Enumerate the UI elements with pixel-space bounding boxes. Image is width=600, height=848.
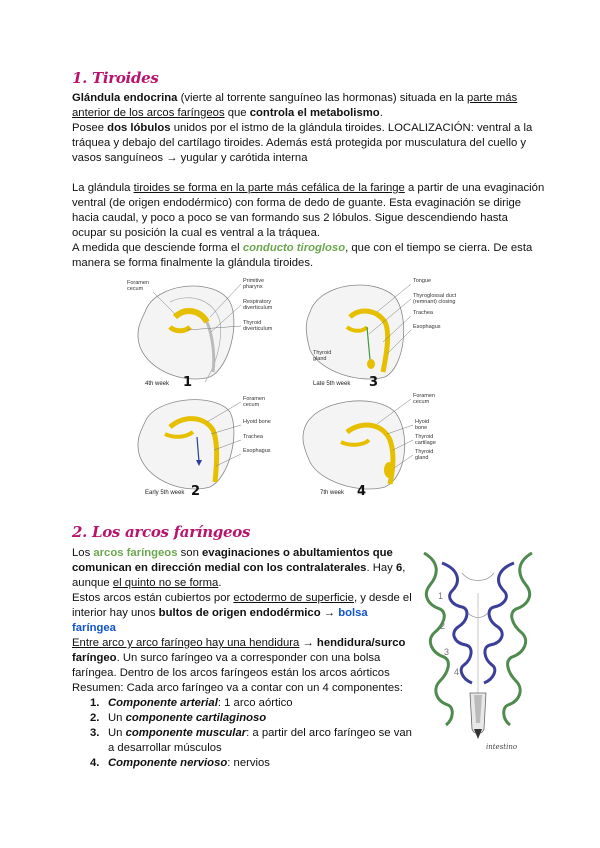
fig-label: Trachea: [413, 310, 433, 316]
conducto-tirogloso: conducto tirogloso: [242, 242, 346, 254]
bolsa-faringea-blue: bolsa: [338, 607, 368, 619]
fig-label: Thyroglossal duct: [413, 293, 457, 299]
fig-caption: 4th week: [145, 381, 170, 387]
arch-number: 1: [438, 591, 444, 601]
fig-number: 3: [369, 375, 379, 390]
paragraph-formacion: La glándula tiroides se forma en la parte más cefálica de la faringe a partir de una evaginación ventral (de origen endodérmico) con forma de dedo de guante. Esta evaginación se dirige hacia caudal, y poco a poco se van formando sus 2 lóbulos. Sigue descendiendo hasta ocupar su posición la cual es ventral a la tráquea. A medida que desciende forma el conducto tirogloso, que con el tiempo se cierra. De esta manera se forma finalmente la glándula tiroides.: [72, 182, 545, 269]
fig-number: 1: [183, 375, 193, 390]
fig-label: gland: [313, 356, 327, 362]
fig-label: Foramen: [127, 280, 150, 286]
list-item: 3. Un componente muscular: a partir del arco faríngeo se van: [90, 727, 412, 739]
panel-3: [306, 278, 456, 390]
panel-1: [127, 278, 273, 390]
fig-label: (remnant) closing: [413, 299, 456, 305]
fig-label: Hyoid bone: [243, 419, 271, 425]
fig-label: Esophagus: [413, 324, 441, 330]
fig-label: diverticulum: [243, 326, 273, 332]
underline-parte-mas: parte más: [466, 92, 518, 104]
fig-label: Esophagus: [243, 448, 271, 454]
thyroid-development-figure: [115, 272, 485, 504]
underline-ectodermo: ectodermo de superficie: [233, 592, 354, 604]
fig-caption: Late 5th week: [313, 381, 351, 387]
fig-label: cecum: [413, 399, 430, 405]
bold-glandula-endocrina: Glándula endocrina: [72, 92, 178, 104]
list-item: 4. Componente nervioso: nervios: [90, 757, 270, 769]
bold-dos-lobulos: dos lóbulos: [107, 122, 171, 134]
underline-anterior: anterior de los arcos faríngeos: [72, 107, 225, 119]
fig-label: Tongue: [413, 278, 432, 284]
underline-entre-arco: Entre arco y arco faríngeo hay una hendidura: [72, 637, 300, 649]
bold-controla: controla el metabolismo: [249, 107, 380, 119]
arch-number: 3: [444, 647, 450, 657]
section-title-tiroides: 1. Tiroides: [72, 69, 159, 87]
fig-caption: Early 5th week: [145, 490, 185, 496]
underline-tiroides-forma: tiroides se forma en la parte más cefálica de la faringe: [133, 182, 405, 194]
arch-number: 4: [454, 667, 460, 677]
panel-4: [303, 393, 436, 499]
fig-caption: 7th week: [320, 490, 345, 496]
panel-2: [138, 396, 271, 499]
list-item: 1. Componente arterial: 1 arco aórtico: [90, 697, 293, 709]
pharyngeal-arches-figure: [418, 543, 538, 753]
fig-label: gland: [415, 455, 429, 461]
fig-label: Thyroid: [243, 320, 262, 326]
fig-number: 4: [357, 484, 367, 499]
list-item-continuation: a desarrollar músculos: [108, 742, 222, 754]
fig-label: cecum: [243, 402, 260, 408]
paragraph-glandula: Glándula endocrina (vierte al torrente sanguíneo las hormonas) situada en la parte más anterior de los arcos faríngeos que controla el metabolismo. Posee dos lóbulos unidos por el istmo de la glándula tiroides. LOCALIZACIÓN: ventral a la tráquea y debajo del cartílago tiroides. Además está protegida por musculatura del cuello y vasos sanguíneos → yugular y carótida interna: [72, 92, 533, 164]
arcos-faringeos-green: arcos faríngeos: [93, 547, 178, 559]
section-title-arcos: 2. Los arcos faríngeos: [72, 523, 251, 541]
fig-label: Respiratory: [243, 299, 272, 305]
components-list: [72, 696, 412, 771]
list-item: 2. Un componente cartilaginoso: [90, 712, 267, 724]
arch-number: 2: [440, 621, 446, 631]
fig-label: cecum: [127, 286, 144, 292]
fig-label: bone: [415, 425, 428, 431]
fig-label: Trachea: [243, 434, 263, 440]
paragraph-arcos: Los arcos faríngeos son evaginaciones o abultamientos que comunican en dirección medial con los contralaterales. Hay 6, aunque el quinto no se forma. Estos arcos están cubiertos por ectodermo de superficie, y desde el interior hay unos bultos de origen endodérmico → bolsa faríngea Entre arco y arco faríngeo hay una hendidura → hendidura/surco faríngeo. Un surco faríngeo va a corresponder con una bolsa faríngea. Dentro de los arcos faríngeos están los arcos aórticos Resumen: Cada arco faríngeo va a contar con un 4 componentes: 1. Componente arterial: 1 arco aórtico 2. Un componente cartilaginoso 3. Un componente muscular: a partir del arco faríngeo se van a desarrollar músculos 4. Componente nervioso: nervios: [72, 547, 412, 769]
fig-label: Thyroid: [415, 449, 434, 455]
fig-label: Foramen: [243, 396, 266, 402]
fig-label: Primitive: [243, 278, 265, 284]
fig-label: Foramen: [413, 393, 436, 399]
fig-label: Hyoid: [415, 419, 430, 425]
figure-caption-intestino: intestino: [486, 743, 518, 751]
fig-label: diverticulum: [243, 305, 273, 311]
fig-number: 2: [191, 484, 201, 499]
fig-label: pharynx: [243, 284, 263, 290]
underline-quinto: el quinto no se forma: [112, 577, 219, 589]
fig-label: cartilage: [415, 440, 436, 446]
fig-label: Thyroid: [313, 350, 332, 356]
fig-label: Thyroid: [415, 434, 434, 440]
